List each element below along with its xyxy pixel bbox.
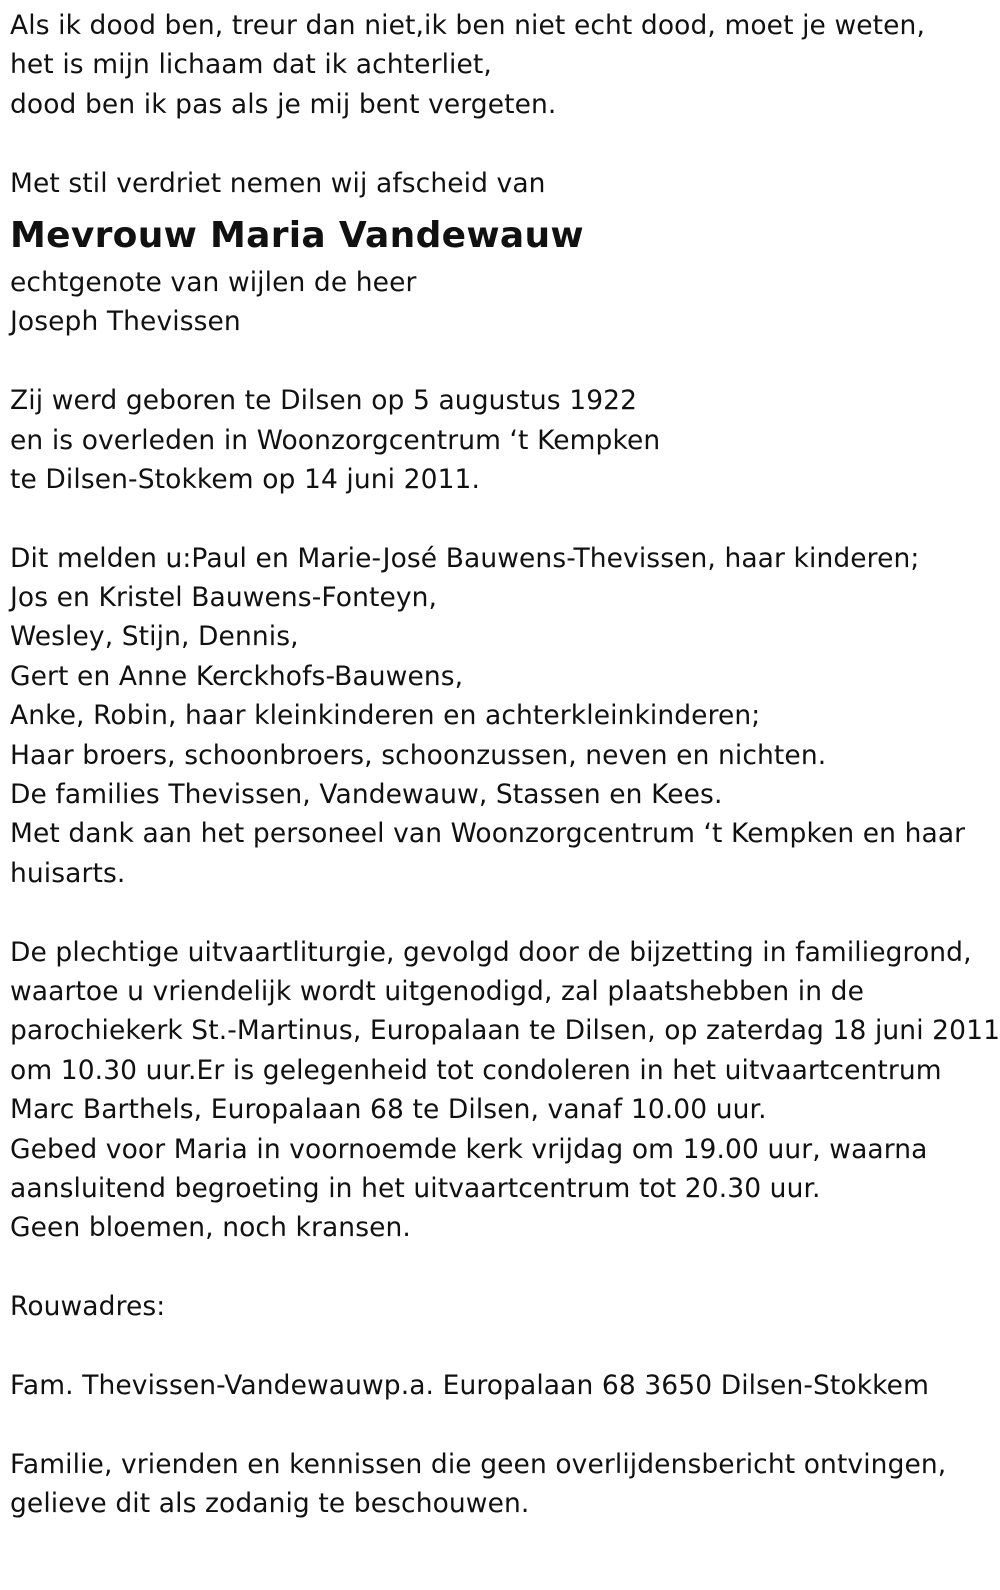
spacer bbox=[10, 1405, 1000, 1444]
family-line: Anke, Robin, haar kleinkinderen en achterkleinkinderen; bbox=[10, 700, 761, 732]
spacer bbox=[10, 124, 1000, 163]
family-line: Gert en Anne Kerckhofs-Bauwens, bbox=[10, 660, 464, 692]
deceased-relation bbox=[10, 263, 1000, 342]
spacer bbox=[10, 893, 1000, 932]
poem bbox=[10, 6, 1000, 124]
spacer bbox=[10, 342, 1000, 381]
poem-line: dood ben ik pas als je mij bent vergeten. bbox=[10, 88, 557, 120]
birth-death-line: Zij werd geboren te Dilsen op 5 augustus 1922 bbox=[10, 385, 638, 417]
closing-line: Familie, vrienden en kennissen die geen overlijdensbericht ontvingen, bbox=[10, 1448, 947, 1480]
closing-line: gelieve dit als zodanig te beschouwen. bbox=[10, 1488, 530, 1520]
family-line: De families Thevissen, Vandewauw, Stassen en Kees. bbox=[10, 779, 723, 811]
address-label: Rouwadres: bbox=[10, 1291, 166, 1323]
funeral-line: De plechtige uitvaartliturgie, gevolgd door de bijzetting in familiegrond, bbox=[10, 936, 972, 968]
funeral-details bbox=[10, 933, 1000, 1248]
deceased-name: Mevrouw Maria Vandewauw bbox=[10, 214, 584, 256]
funeral-line: Gebed voor Maria in voornoemde kerk vrijdag om 19.00 uur, waarna bbox=[10, 1133, 928, 1165]
funeral-line: om 10.30 uur.Er is gelegenheid tot condoleren in het uitvaartcentrum bbox=[10, 1054, 942, 1086]
funeral-line: parochiekerk St.-Martinus, Europalaan te Dilsen, op zaterdag 18 juni 2011 bbox=[10, 1015, 1000, 1047]
birth-death-line: en is overleden in Woonzorgcentrum ‘t Kempken bbox=[10, 424, 661, 456]
spacer bbox=[10, 1327, 1000, 1366]
spacer bbox=[10, 1248, 1000, 1287]
birth-death-line: te Dilsen-Stokkem op 14 juni 2011. bbox=[10, 463, 481, 495]
family-line: Wesley, Stijn, Dennis, bbox=[10, 621, 299, 653]
family-announcement bbox=[10, 539, 1000, 894]
intro-text: Met stil verdriet nemen wij afscheid van bbox=[10, 167, 546, 199]
family-line: Haar broers, schoonbroers, schoonzussen, neven en nichten. bbox=[10, 739, 827, 771]
funeral-line: waartoe u vriendelijk wordt uitgenodigd, zal plaatshebben in de bbox=[10, 975, 864, 1007]
family-line: Jos en Kristel Bauwens-Fonteyn, bbox=[10, 582, 438, 614]
family-line: huisarts. bbox=[10, 857, 126, 889]
poem-line: Als ik dood ben, treur dan niet,ik ben niet echt dood, moet je weten, bbox=[10, 10, 925, 41]
address-value: Fam. Thevissen-Vandewauwp.a. Europalaan 68 3650 Dilsen-Stokkem bbox=[10, 1369, 929, 1401]
relation-line: echtgenote van wijlen de heer bbox=[10, 266, 417, 298]
birth-death-info bbox=[10, 381, 1000, 499]
funeral-line: aansluitend begroeting in het uitvaartcentrum tot 20.30 uur. bbox=[10, 1172, 821, 1204]
family-line: Dit melden u:Paul en Marie-José Bauwens-Thevissen, haar kinderen; bbox=[10, 542, 920, 574]
poem-line: het is mijn lichaam dat ik achterliet, bbox=[10, 49, 492, 81]
funeral-line: Geen bloemen, noch kransen. bbox=[10, 1212, 411, 1244]
funeral-line: Marc Barthels, Europalaan 68 te Dilsen, vanaf 10.00 uur. bbox=[10, 1094, 767, 1126]
closing-note bbox=[10, 1445, 1000, 1524]
family-line: Met dank aan het personeel van Woonzorgcentrum ‘t Kempken en haar bbox=[10, 818, 966, 850]
relation-line: Joseph Thevissen bbox=[10, 306, 241, 338]
spacer bbox=[10, 499, 1000, 538]
